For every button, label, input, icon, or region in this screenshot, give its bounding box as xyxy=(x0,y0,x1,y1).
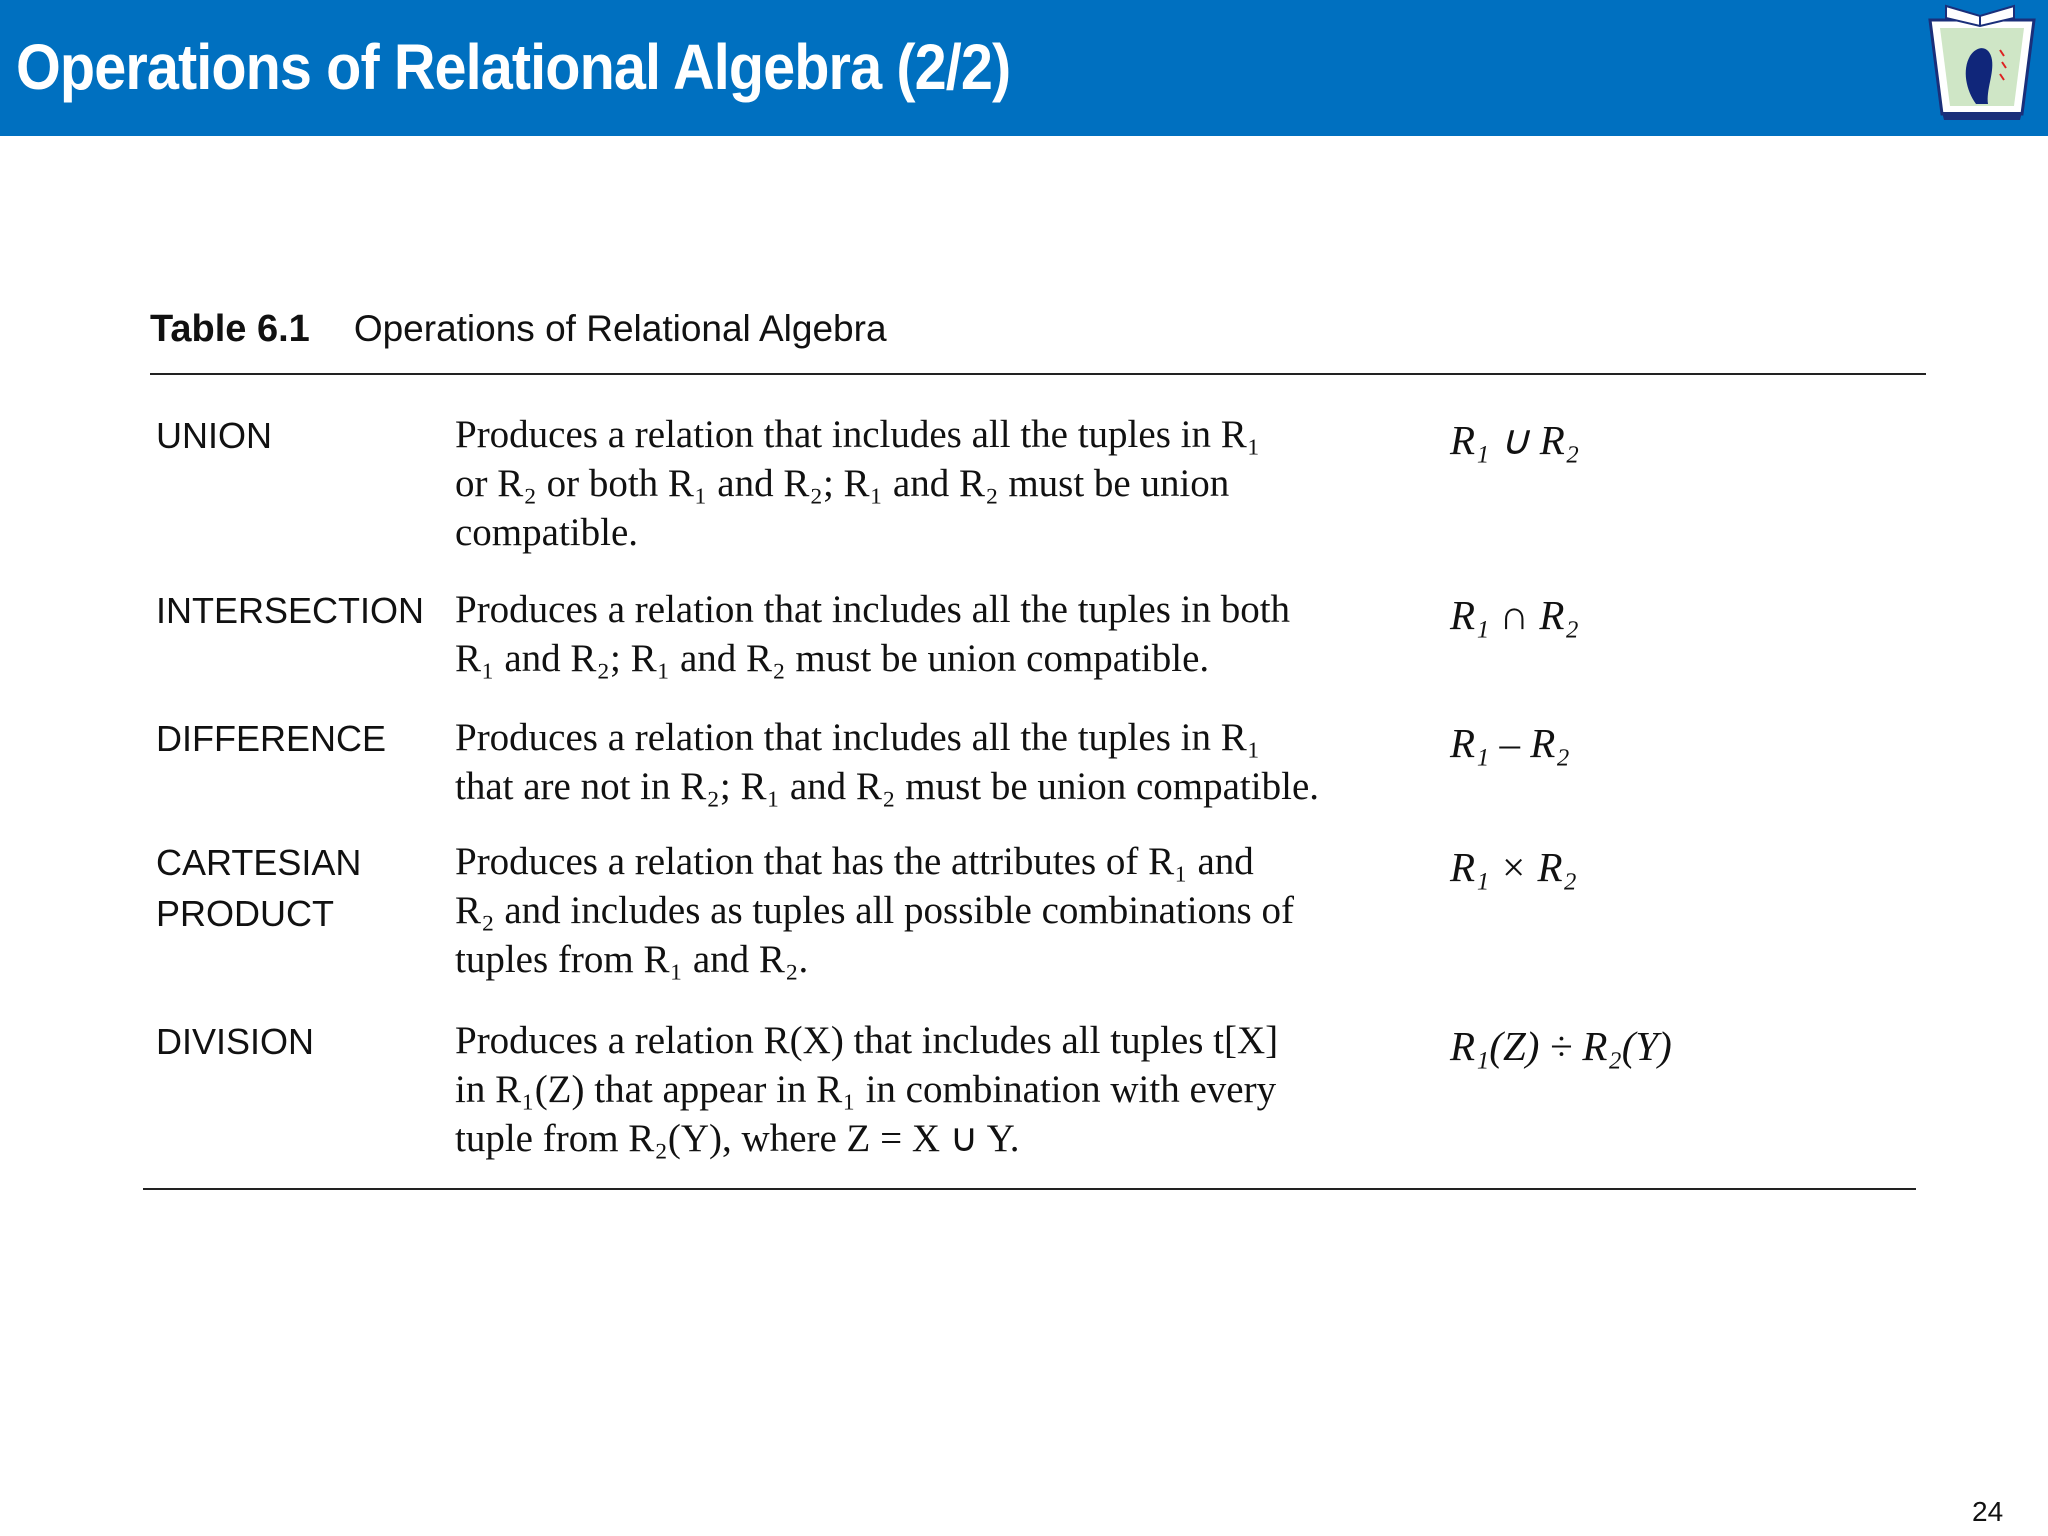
operation-notation: R₁ – R₂ xyxy=(1450,720,1570,766)
operation-notation: R₁ ∪ R₂ xyxy=(1450,417,1580,463)
title-bar xyxy=(0,0,2048,136)
slide-title: Operations of Relational Algebra (2/2) xyxy=(16,31,1011,103)
table-caption-label: Table 6.1 xyxy=(150,308,310,350)
operation-description: Produces a relation that includes all the tuples in R₁ or R₂ or both R₁ and R₂; R₁ and R₂ must be union compatible. xyxy=(455,413,1261,554)
operation-name: DIVISION xyxy=(156,1021,315,1062)
operation-notation: R₁(Z) ÷ R₂(Y) xyxy=(1450,1023,1672,1069)
operation-name: CARTESIAN PRODUCT xyxy=(156,842,362,934)
table-bottom-rule xyxy=(143,1188,1916,1190)
operation-description: Produces a relation that includes all the tuples in R₁ that are not in R₂; R₁ and R₂ must be union compatible. xyxy=(455,716,1319,808)
table-top-rule xyxy=(150,373,1926,375)
university-logo xyxy=(1926,0,2038,122)
operation-name: UNION xyxy=(156,415,272,456)
operation-description: Produces a relation R(X) that includes all tuples t[X] in R₁(Z) that appear in R₁ in combination with every tuple from R₂(Y), where Z = X ∪ Y. xyxy=(455,1019,1279,1160)
table-caption xyxy=(150,308,887,351)
operation-description: Produces a relation that includes all the tuples in both R₁ and R₂; R₁ and R₂ must be union compatible. xyxy=(455,588,1291,680)
operation-name: DIFFERENCE xyxy=(156,718,387,759)
operation-name: INTERSECTION xyxy=(156,590,425,631)
operation-notation: R₁ × R₂ xyxy=(1450,844,1577,890)
operation-description: Produces a relation that has the attributes of R₁ and R₂ and includes as tuples all possible combinations of tuples from R₁ and R₂. xyxy=(455,840,1294,981)
page-number: 24 xyxy=(1972,1496,2004,1527)
table-caption-text: Operations of Relational Algebra xyxy=(353,308,887,349)
operation-notation: R₁ ∩ R₂ xyxy=(1450,592,1579,638)
